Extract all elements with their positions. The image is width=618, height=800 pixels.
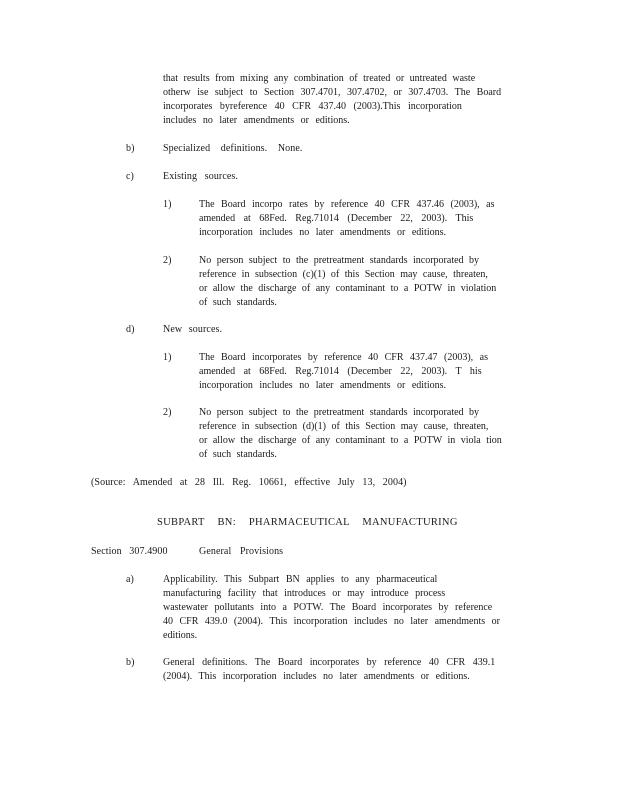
item-text: Existing sources. [163,171,239,182]
text-line: otherw ise subject to Section 307.4701, 307.4702, or 307.4703. The Board [163,87,502,98]
text-line: or allow the discharge of any contaminant to a POTW in viola tion [199,435,502,446]
text-line: or allow the discharge of any contaminant to a POTW in violation [199,283,497,294]
item-label: c) [126,171,134,182]
subitem-label: 2) [163,407,172,418]
text-line: No person subject to the pretreatment standards incorporated by [199,255,480,266]
item-label: a) [126,574,134,585]
text-line: incorporation includes no later amendments or editions. [199,227,446,238]
source-note: (Source: Amended at 28 Ill. Reg. 10661, effective July 13, 2004) [91,477,407,488]
text-line: 40 CFR 439.0 (2004). This incorporation includes no later amendments or [163,616,500,627]
text-line: Applicability. This Subpart BN applies to any pharmaceutical [163,574,438,585]
section-paragraph [163,656,503,684]
text-line: that results from mixing any combination of treated or untreated waste [163,73,476,84]
text-line: reference in subsection (d)(1) of this Section may cause, threaten, [199,421,489,432]
text-line: of such standards. [199,449,277,460]
subpart-heading: SUBPART BN: PHARMACEUTICAL MANUFACTURING [157,517,458,528]
section-paragraph [163,573,533,643]
item-label: d) [126,324,135,335]
item-label: b) [126,143,135,154]
intro-paragraph [163,72,513,128]
item-label: b) [126,657,135,668]
subitem-label: 1) [163,352,172,363]
text-line: incorporation includes no later amendments or editions. [199,380,446,391]
text-line: No person subject to the pretreatment standards incorporated by [199,407,480,418]
text-line: The Board incorpo rates by reference 40 CFR 437.46 (2003), as [199,199,495,210]
section-number: Section 307.4900 [91,546,168,557]
section-title: General Provisions [199,546,284,557]
text-line: manufacturing facility that introduces or may introduce process [163,588,446,599]
subitem-label: 1) [163,199,172,210]
text-line: wastewater pollutants into a POTW. The Board incorporates by reference [163,602,493,613]
text-line: of such standards. [199,297,277,308]
subitem-label: 2) [163,255,172,266]
text-line: incorporates byreference 40 CFR 437.40 (2003).This incorporation [163,101,462,112]
text-line: reference in subsection (c)(1) of this Section may cause, threaten, [199,269,488,280]
text-line: editions. [163,630,198,641]
subitem-paragraph [199,406,519,462]
subitem-paragraph [199,351,519,393]
text-line: (2004). This incorporation includes no later amendments or editions. [163,671,470,682]
text-line: includes no later amendments or editions. [163,115,350,126]
subitem-paragraph [199,198,519,240]
subitem-paragraph [199,254,519,310]
text-line: amended at 68Fed. Reg.71014 (December 22, 2003). T his [199,366,482,377]
text-line: General definitions. The Board incorporates by reference 40 CFR 439.1 [163,657,496,668]
item-text: New sources. [163,324,223,335]
text-line: The Board incorporates by reference 40 CFR 437.47 (2003), as [199,352,488,363]
text-line: amended at 68Fed. Reg.71014 (December 22, 2003). This [199,213,474,224]
item-text: Specialized definitions. None. [163,143,303,154]
